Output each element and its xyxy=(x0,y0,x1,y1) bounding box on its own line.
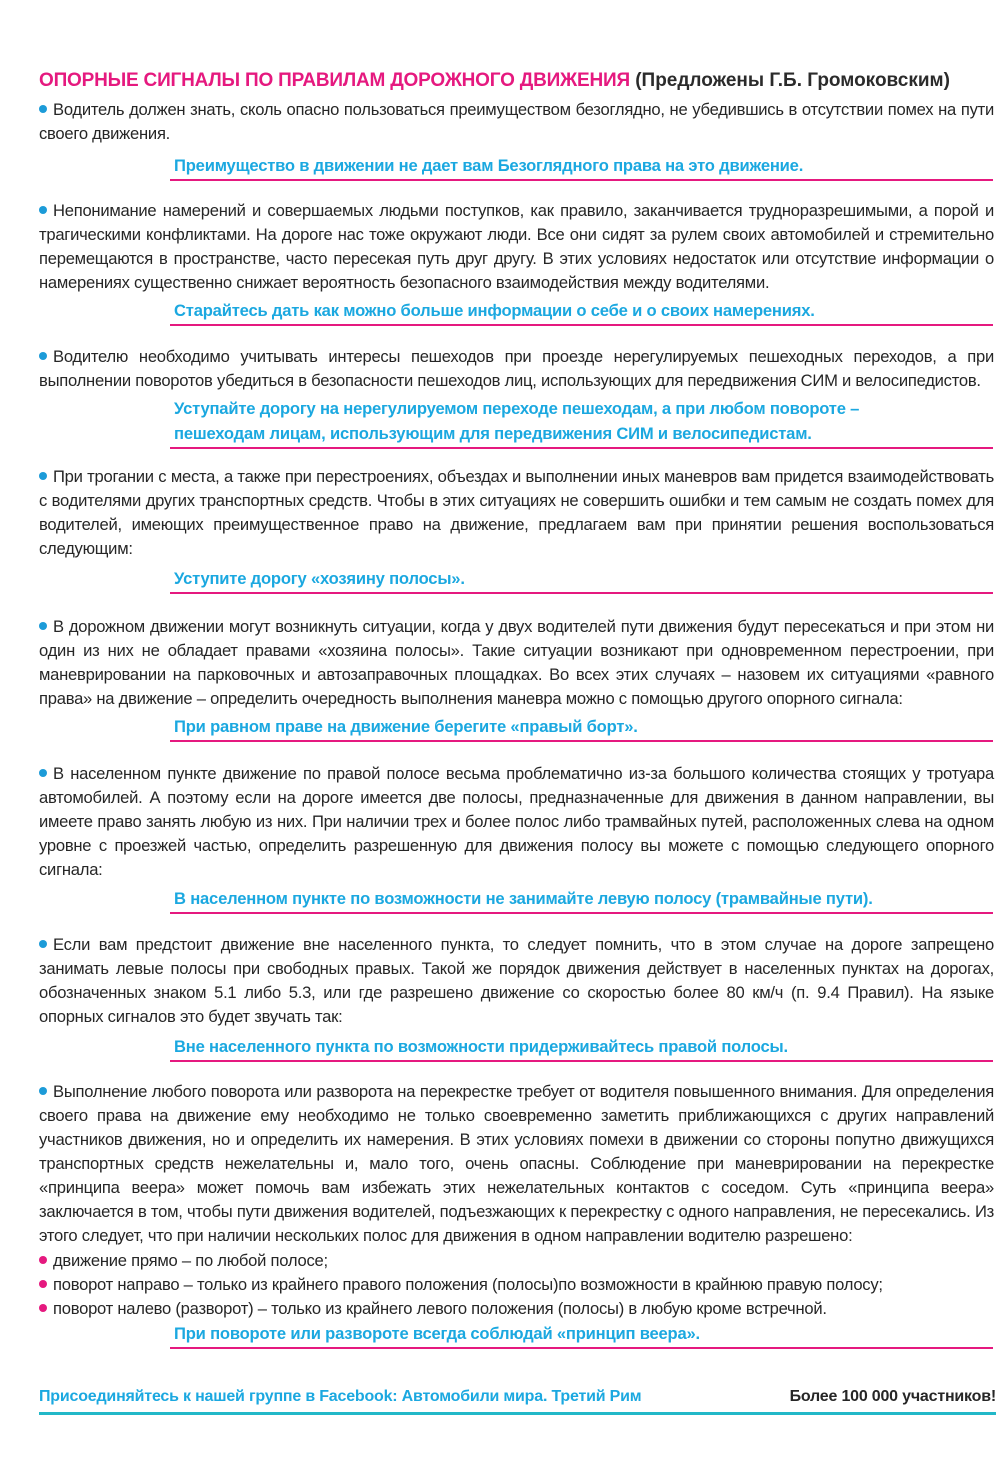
section-2-text: Непонимание намерений и совершаемых людьми поступков, как правило, заканчивается трудноразрешимыми, а порой и трагическими конфликтами. На дороге нас тоже окружают люди. Все они сидят за рулем своих автомобилей и стремительно перемещаются в пространстве, часто пересекая путь друг другу. В этих условиях недостаток или отсутствие информации о намерениях существенно снижает вероятность безопасного взаимодействия между водителями. xyxy=(39,201,994,292)
list-item: движение прямо – по любой полосе; xyxy=(39,1249,994,1273)
section-1-signal: Преимущество в движении не дает вам Безоглядного права на это движение. xyxy=(174,156,804,175)
signal-divider xyxy=(170,447,993,449)
section-7-signal: Вне населенного пункта по возможности придерживайтесь правой полосы. xyxy=(174,1037,788,1056)
section-5-text: В дорожном движении могут возникнуть ситуации, когда у двух водителей пути движения будут пересекаться и при этом ни один из них не обладает правами «хозяина полосы». Такие ситуации возникают при одновременном перестроении, при маневрировании на парковочных и автозаправочных площадках. Во всех этих случаях – назовем их ситуациями «равного права» на движение – определить очередность выполнения маневра можно с помощью другого опорного сигнала: xyxy=(39,617,994,708)
section-4-signal: Уступите дорогу «хозяину полосы». xyxy=(174,569,465,588)
section-4-text: При трогании с места, а также при перестроениях, объездах и выполнении иных маневров вам придется взаимодействовать с водителями других транспортных средств. Чтобы в этих ситуациях не совершить ошибки и тем самым не создать помех для водителей, имеющих преимущественное право на движение, предлагаем вам при принятии решения воспользоваться следующим: xyxy=(39,467,994,558)
bullet-icon xyxy=(39,206,47,214)
signal-divider xyxy=(170,1060,993,1062)
bullet-icon xyxy=(39,472,47,480)
signal-divider xyxy=(170,912,993,914)
section-1-text: Водитель должен знать, сколь опасно пользоваться преимуществом безоглядно, не убедившись в отсутствии помех на пути своего движения. xyxy=(39,100,994,143)
bullet-icon xyxy=(39,352,47,360)
section-7-text: Если вам предстоит движение вне населенного пункта, то следует помнить, что в этом случае на дороге запрещено занимать левые полосы при свободных правых. Такой же порядок движения действует в населенных пунктах на дорогах, обозначенных знаком 5.1 либо 5.3, или где разрешено движение со скоростью более 80 км/ч (п. 9.4 Правил). На языке опорных сигналов это будет звучать так: xyxy=(39,935,994,1026)
bullet-icon xyxy=(39,1256,47,1264)
section-6-signal: В населенном пункте по возможности не занимайте левую полосу (трамвайные пути). xyxy=(174,889,873,908)
signal-divider xyxy=(170,179,993,181)
footer-group-link: Присоединяйтесь к нашей группе в Facebook: Автомобили мира. Третий Рим xyxy=(39,1388,642,1405)
bullet-icon xyxy=(39,940,47,948)
section-8-text: Выполнение любого поворота или разворота на перекрестке требует от водителя повышенного внимания. Для определения своего права на движение ему необходимо не только своевременно заметить приближающихся с других направлений участников движения, но и определить их намерения. В этих условиях помехи в движении со стороны попутно движущихся транспортных средств нежелательны и, мало того, очень опасны. Соблюдение при маневрировании на перекрестке «принципа веера» может помочь вам избежать этих нежелательных контактов с соседом. Суть «принципа веера» заключается в том, чтобы пути движения водителей, подъезжающих к перекрестку с одного направления, не пересекались. Из этого следует, что при наличии нескольких полос для движения в одном направлении водителю разрешено: xyxy=(39,1082,994,1245)
title-main: ОПОРНЫЕ СИГНАЛЫ ПО ПРАВИЛАМ ДОРОЖНОГО ДВИЖЕНИЯ xyxy=(39,70,630,91)
page-title xyxy=(39,69,989,93)
bullet-icon xyxy=(39,769,47,777)
section-3-text: Водителю необходимо учитывать интересы пешеходов при проезде нерегулируемых пешеходных переходов, а при выполнении поворотов убедиться в безопасности пешеходов лиц, использующих для передвижения СИМ и велосипедистов. xyxy=(39,347,994,390)
signal-divider xyxy=(170,1347,993,1349)
signal-divider xyxy=(170,592,993,594)
title-author: (Предложены Г.Б. Громоковским) xyxy=(635,70,950,91)
bullet-icon xyxy=(39,1304,47,1312)
signal-divider xyxy=(170,324,993,326)
bullet-icon xyxy=(39,105,47,113)
section-6-text: В населенном пункте движение по правой полосе весьма проблематично из-за большого количества стоящих у тротуара автомобилей. А поэтому если на дороге имеется две полосы, предназначенные для движения в данном направлении, вы имеете право занять любую из них. При наличии трех и более полос либо трамвайных путей, расположенных слева на одном уровне с проезжей частью, определить разрешенную для движения полосу вы можете с помощью следующего опорного сигнала: xyxy=(39,764,994,879)
list-item: поворот налево (разворот) – только из крайнего левого положения (полосы) в любую кроме встречной. xyxy=(39,1297,994,1321)
list-item: поворот направо – только из крайнего правого положения (полосы)по возможности в крайнюю правую полосу; xyxy=(39,1273,994,1297)
signal-divider xyxy=(170,740,993,742)
section-8-signal: При повороте или развороте всегда соблюдай «принцип веера». xyxy=(174,1324,700,1343)
section-3-signal: Уступайте дорогу на нерегулируемом переходе пешеходам, а при любом повороте – пешеходам лицам, использующим для передвижения СИМ и велосипедистам. xyxy=(174,399,860,443)
bullet-icon xyxy=(39,622,47,630)
bullet-icon xyxy=(39,1087,47,1095)
section-2-signal: Старайтесь дать как можно больше информации о себе и о своих намерениях. xyxy=(174,301,815,320)
bullet-icon xyxy=(39,1280,47,1288)
footer-members-count: Более 100 000 участников! xyxy=(789,1388,996,1405)
section-5-signal: При равном праве на движение берегите «правый борт». xyxy=(174,717,638,736)
footer-divider xyxy=(39,1412,996,1415)
